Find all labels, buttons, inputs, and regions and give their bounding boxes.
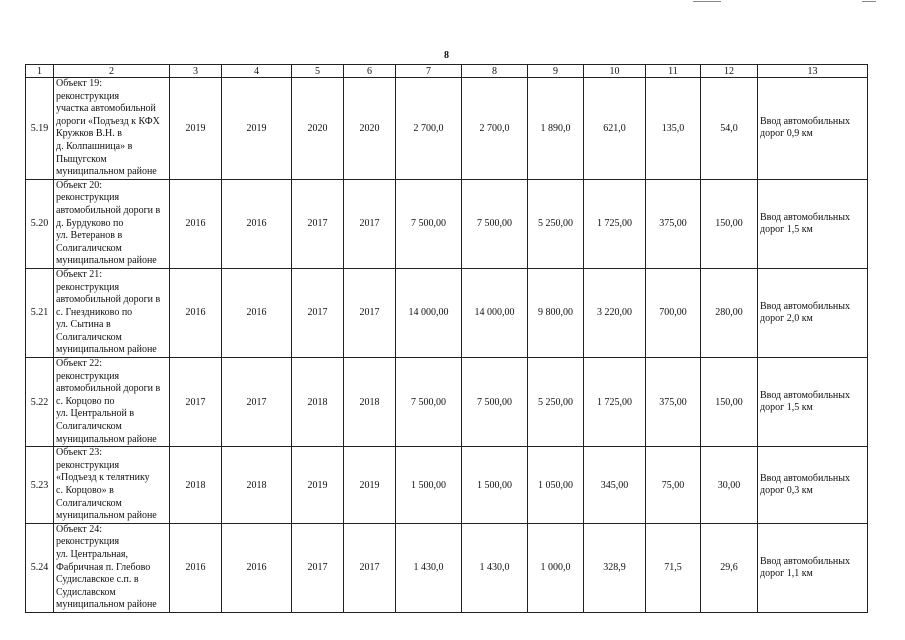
column-header: 3: [170, 65, 222, 78]
column-header: 2: [54, 65, 170, 78]
value-c5: 2019: [292, 447, 344, 524]
object-description-line: дороги «Подъезд к КФХ: [56, 115, 160, 127]
value-c10: 1 725,00: [584, 179, 646, 268]
object-description: [54, 78, 170, 180]
value-c6: 2017: [344, 523, 396, 612]
value-c12: 150,00: [701, 179, 758, 268]
table-row: [26, 447, 868, 524]
value-c12: 29,6: [701, 523, 758, 612]
value-c11: 71,5: [646, 523, 701, 612]
table-row: [26, 78, 868, 180]
column-header: 13: [758, 65, 868, 78]
object-description-line: автомобильной дороги в: [56, 204, 161, 216]
object-description-line: автомобильной дороги в: [56, 383, 161, 395]
column-header: 4: [222, 65, 292, 78]
value-c5: 2018: [292, 358, 344, 447]
object-description-line: Солигаличском: [56, 421, 122, 433]
value-c7: 1 430,0: [396, 523, 462, 612]
table-row: [26, 358, 868, 447]
column-header: 8: [462, 65, 528, 78]
value-c3: 2019: [170, 78, 222, 180]
result-description: [758, 523, 868, 612]
row-index: 5.19: [26, 78, 54, 180]
result-description: [758, 268, 868, 357]
object-description-line: муниципальном районе: [56, 510, 157, 522]
result-description-line: дорог 0,9 км: [760, 128, 813, 140]
row-index: 5.24: [26, 523, 54, 612]
object-description-line: муниципальном районе: [56, 599, 157, 611]
object-description-line: Пыщугском: [56, 153, 107, 165]
value-c3: 2016: [170, 523, 222, 612]
value-c9: 1 890,0: [528, 78, 584, 180]
value-c7: 7 500,00: [396, 358, 462, 447]
scan-artifact: [862, 1, 876, 2]
result-description: [758, 447, 868, 524]
value-c9: 1 050,00: [528, 447, 584, 524]
value-c10: 345,00: [584, 447, 646, 524]
object-description-line: с. Корцово» в: [56, 485, 114, 496]
object-description-line: д. Колпашница» в: [56, 140, 133, 152]
object-description-line: Объект 24: реконструкция: [56, 523, 120, 548]
object-description-line: муниципальном районе: [56, 344, 157, 356]
object-description: [54, 268, 170, 357]
result-description-line: дорог 1,5 км: [760, 402, 813, 414]
value-c4: 2019: [222, 78, 292, 180]
value-c5: 2020: [292, 78, 344, 180]
object-description-line: с. Гнездниково по: [56, 306, 133, 318]
value-c12: 280,00: [701, 268, 758, 357]
object-description-line: ул. Ветеранов в: [56, 230, 123, 242]
value-c12: 150,00: [701, 358, 758, 447]
column-header: 11: [646, 65, 701, 78]
object-description-line: ул. Центральной в: [56, 408, 135, 420]
page-number: 8: [444, 50, 449, 61]
object-description-line: ул. Сытина в: [56, 319, 111, 331]
object-description-line: д. Бурдуково по: [56, 217, 124, 229]
value-c3: 2016: [170, 179, 222, 268]
value-c11: 75,00: [646, 447, 701, 524]
column-header: 5: [292, 65, 344, 78]
value-c11: 700,00: [646, 268, 701, 357]
object-description-line: Объект 19: реконструкция: [56, 78, 120, 102]
result-description: [758, 78, 868, 180]
object-description-line: Солигаличском: [56, 497, 122, 509]
column-header: 9: [528, 65, 584, 78]
object-description-line: ул. Центральная,: [56, 548, 129, 560]
value-c8: 2 700,0: [462, 78, 528, 180]
value-c3: 2017: [170, 358, 222, 447]
object-description-line: Солигаличском: [56, 331, 122, 343]
column-header: 10: [584, 65, 646, 78]
value-c5: 2017: [292, 268, 344, 357]
value-c6: 2017: [344, 268, 396, 357]
object-description-line: Объект 20: реконструкция: [56, 179, 120, 204]
object-description-line: Объект 22: реконструкция: [56, 358, 120, 382]
result-description-line: дорог 1,1 км: [760, 567, 813, 579]
object-description-line: Судиславское с.п. в: [56, 574, 139, 586]
program-objects-table: [25, 64, 868, 613]
object-description-line: Объект 23: реконструкция: [56, 447, 120, 471]
result-description-line: дорог 1,5 км: [760, 223, 813, 235]
row-index: 5.23: [26, 447, 54, 524]
value-c10: 1 725,00: [584, 358, 646, 447]
result-description-line: Ввод автомобильных: [760, 473, 850, 484]
value-c4: 2018: [222, 447, 292, 524]
column-number-row: [26, 65, 868, 78]
object-description-line: Судиславском: [56, 586, 116, 598]
object-description-line: автомобильной дороги в: [56, 294, 161, 306]
value-c9: 9 800,00: [528, 268, 584, 357]
object-description-line: муниципальном районе: [56, 166, 157, 178]
column-header: 1: [26, 65, 54, 78]
value-c7: 14 000,00: [396, 268, 462, 357]
value-c5: 2017: [292, 523, 344, 612]
result-description-line: Ввод автомобильных: [760, 211, 850, 223]
value-c8: 1 500,00: [462, 447, 528, 524]
value-c4: 2017: [222, 358, 292, 447]
value-c11: 375,00: [646, 358, 701, 447]
result-description: [758, 179, 868, 268]
value-c8: 7 500,00: [462, 358, 528, 447]
result-description-line: Ввод автомобильных: [760, 300, 850, 312]
value-c6: 2017: [344, 179, 396, 268]
value-c10: 328,9: [584, 523, 646, 612]
column-header: 7: [396, 65, 462, 78]
value-c3: 2016: [170, 268, 222, 357]
object-description-line: Кружков В.Н. в: [56, 128, 123, 140]
result-description-line: Ввод автомобильных: [760, 555, 850, 567]
value-c11: 135,0: [646, 78, 701, 180]
value-c12: 54,0: [701, 78, 758, 180]
value-c9: 5 250,00: [528, 179, 584, 268]
result-description-line: дорог 2,0 км: [760, 312, 813, 324]
table-row: [26, 179, 868, 268]
value-c10: 3 220,00: [584, 268, 646, 357]
table-row: [26, 523, 868, 612]
object-description: [54, 179, 170, 268]
value-c4: 2016: [222, 179, 292, 268]
value-c11: 375,00: [646, 179, 701, 268]
value-c8: 1 430,0: [462, 523, 528, 612]
table-row: [26, 268, 868, 357]
result-description: [758, 358, 868, 447]
value-c4: 2016: [222, 523, 292, 612]
value-c7: 1 500,00: [396, 447, 462, 524]
object-description-line: «Подъезд к телятнику: [56, 472, 150, 484]
result-description-line: Ввод автомобильных: [760, 390, 850, 402]
object-description-line: с. Корцово по: [56, 395, 115, 407]
value-c6: 2020: [344, 78, 396, 180]
column-header: 12: [701, 65, 758, 78]
value-c9: 5 250,00: [528, 358, 584, 447]
value-c7: 7 500,00: [396, 179, 462, 268]
result-description-line: Ввод автомобильных: [760, 116, 850, 128]
value-c12: 30,00: [701, 447, 758, 524]
object-description-line: муниципальном районе: [56, 433, 157, 445]
object-description: [54, 523, 170, 612]
row-index: 5.20: [26, 179, 54, 268]
value-c9: 1 000,0: [528, 523, 584, 612]
value-c6: 2019: [344, 447, 396, 524]
value-c6: 2018: [344, 358, 396, 447]
value-c7: 2 700,0: [396, 78, 462, 180]
row-index: 5.22: [26, 358, 54, 447]
result-description-line: дорог 0,3 км: [760, 485, 813, 496]
value-c10: 621,0: [584, 78, 646, 180]
object-description: [54, 447, 170, 524]
object-description-line: участка автомобильной: [56, 103, 156, 115]
object-description-line: Объект 21: реконструкция: [56, 268, 120, 293]
object-description-line: Фабричная п. Глебово: [56, 561, 151, 573]
object-description-line: Солигаличском: [56, 242, 122, 254]
value-c8: 14 000,00: [462, 268, 528, 357]
value-c4: 2016: [222, 268, 292, 357]
column-header: 6: [344, 65, 396, 78]
scan-artifact: [693, 1, 721, 2]
value-c3: 2018: [170, 447, 222, 524]
object-description-line: муниципальном районе: [56, 255, 157, 267]
row-index: 5.21: [26, 268, 54, 357]
object-description: [54, 358, 170, 447]
value-c5: 2017: [292, 179, 344, 268]
value-c8: 7 500,00: [462, 179, 528, 268]
